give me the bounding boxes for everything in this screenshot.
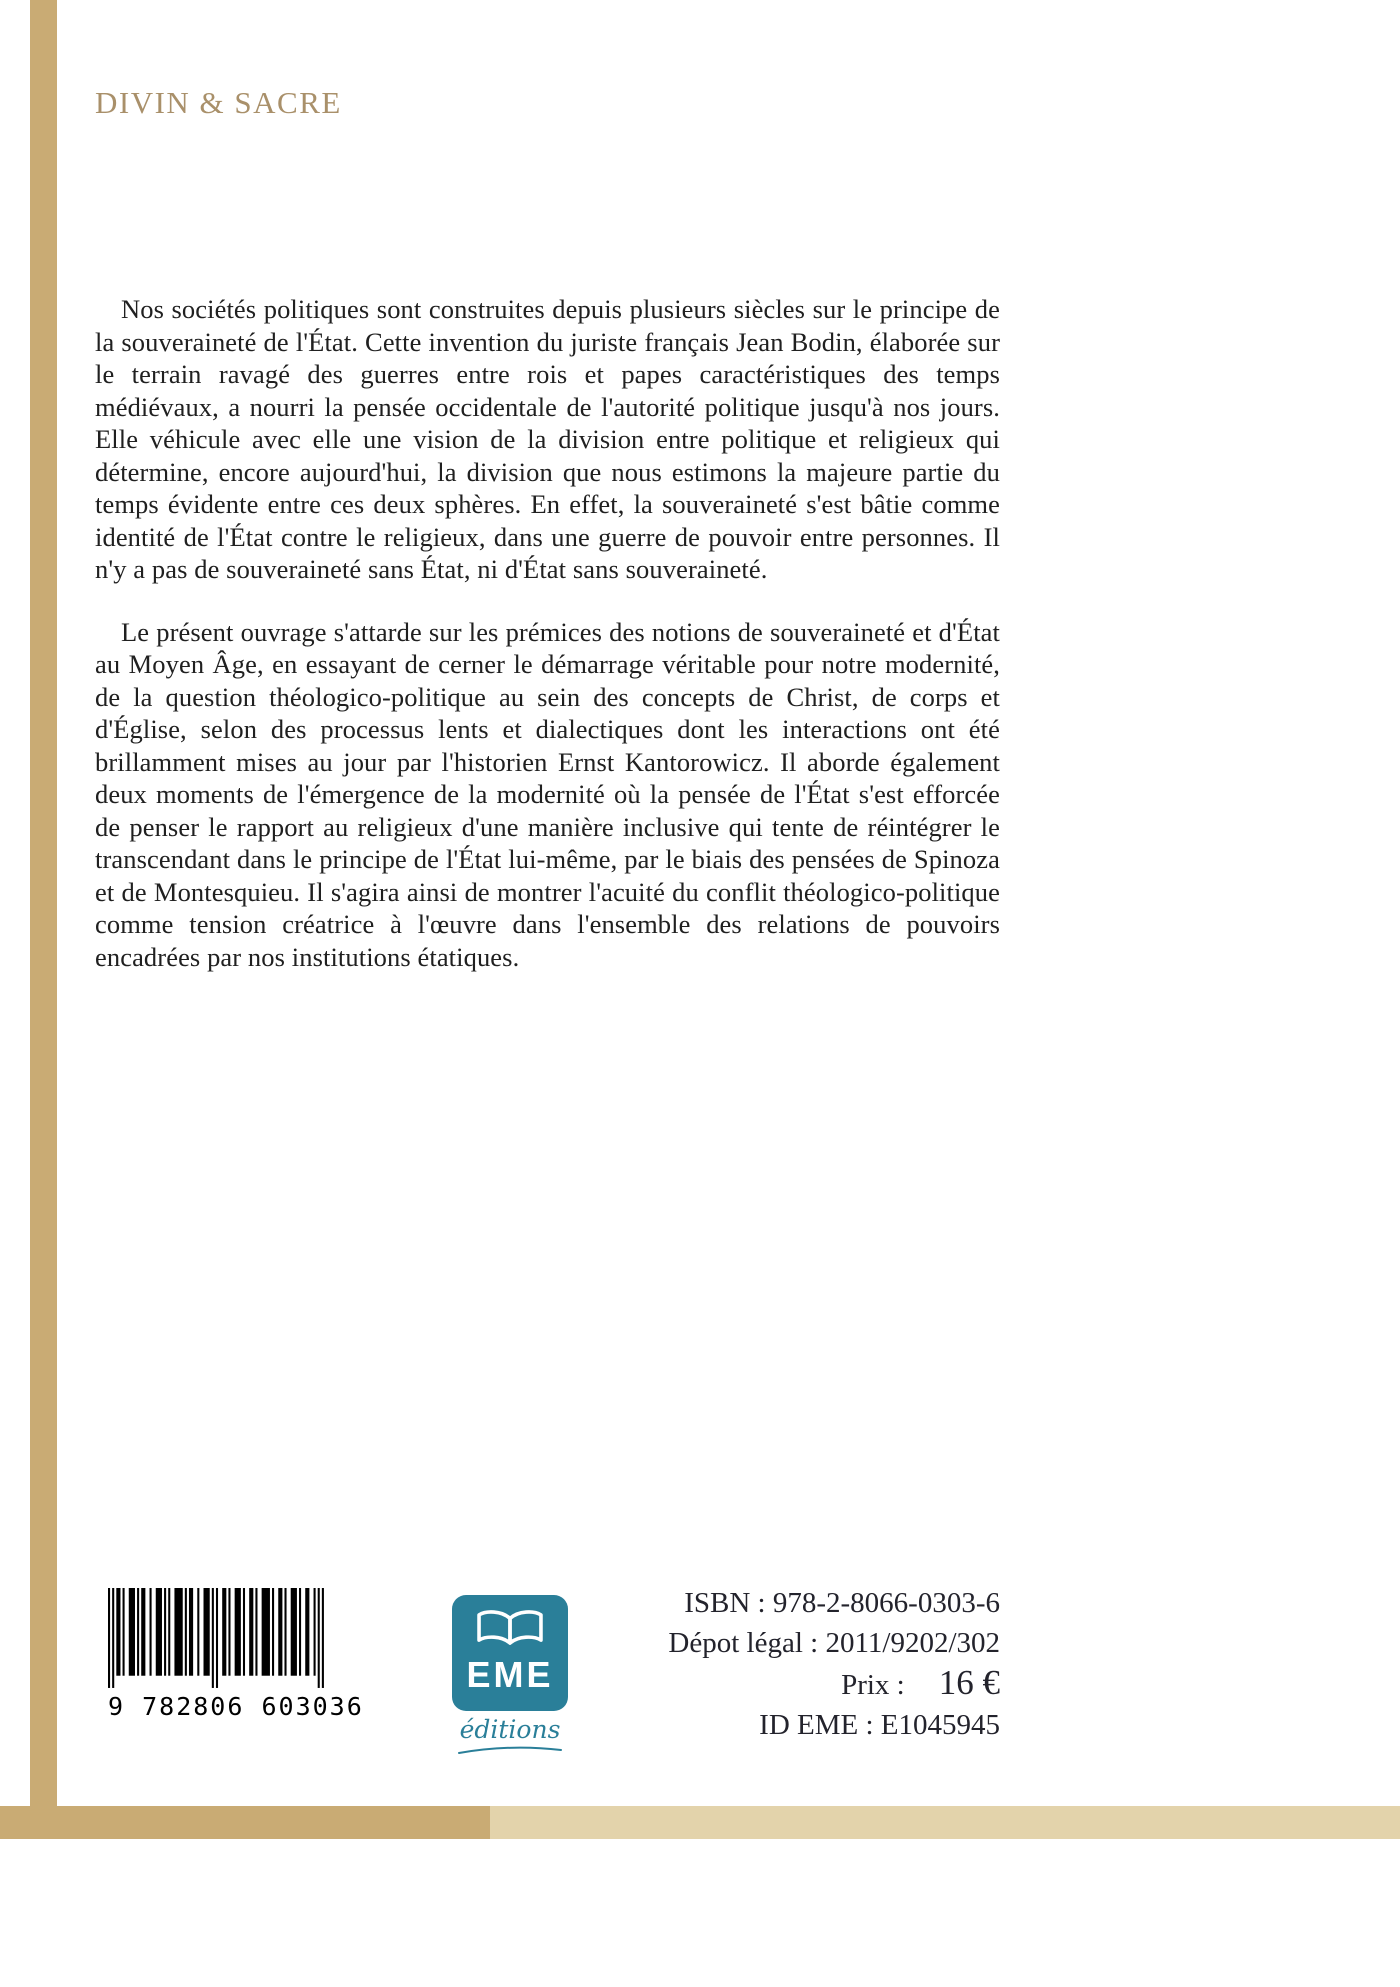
isbn-line: ISBN : 978-2-8066-0303-6 <box>684 1587 1000 1619</box>
synopsis-paragraph-2: Le présent ouvrage s'attarde sur les prémices des notions de souveraineté et d'État au Moyen Âge, en essayant de cerner le démarrage véritable pour notre modernité, de la question théologico-politique au sein des concepts de Christ, de corps et d'Église, selon des processus lents et dialectiques dont les interactions ont été brillamment mises au jour par l'historien Ernst Kantorowicz. Il aborde également deux moments de l'émergence de la modernité où la pensée de l'État s'est efforcée de penser le rapport au religieux d'une manière inclusive qui tente de réintégrer le transcendant dans le principe de l'État lui-même, par le biais des pensées de Spinoza et de Montesquieu. Il s'agira ainsi de montrer l'acuité du conflit théologico-politique comme tension créatrice à l'œuvre dans l'ensemble des relations de pouvoirs encadrées par nos institutions étatiques. <box>95 616 1000 972</box>
price-line <box>440 1663 1000 1705</box>
id-eme-line: ID EME : E1045945 <box>759 1709 1000 1741</box>
barcode <box>108 1588 364 1721</box>
price-label: Prix : <box>841 1669 905 1701</box>
publisher-name: EME <box>466 1654 554 1695</box>
publisher-tagline: éditions <box>459 1715 561 1744</box>
left-accent-stripe <box>30 0 57 1838</box>
synopsis <box>95 293 1000 973</box>
legal-deposit-line: Dépot légal : 2011/9202/302 <box>668 1627 1000 1659</box>
price-value: 16 € <box>938 1663 1000 1702</box>
publication-info <box>440 1583 1000 1745</box>
collection-title: DIVIN & SACRE <box>95 85 342 120</box>
tagline-swoosh-icon <box>455 1744 565 1756</box>
synopsis-paragraph-1: Nos sociétés politiques sont construites depuis plusieurs siècles sur le principe de la souveraineté de l'État. Cette invention du juriste français Jean Bodin, élaborée sur le terrain ravagé des guerres entre rois et papes caractéristiques des temps médiévaux, a nourri la pensée occidentale de l'autorité politique jusqu'à nos jours. Elle véhicule avec elle une vision de la division entre politique et religieux qui détermine, encore aujourd'hui, la division que nous estimons la majeure partie du temps évidente entre ces deux sphères. En effet, la souveraineté s'est bâtie comme identité de l'État contre le religieux, dans une guerre de pouvoir entre personnes. Il n'y a pas de souveraineté sans État, ni d'État sans souveraineté. <box>95 294 1000 584</box>
barcode-number: 9 782806 603036 <box>108 1692 364 1721</box>
barcode-bars-icon <box>108 1588 326 1690</box>
bottom-accent-band <box>0 1806 1400 1839</box>
